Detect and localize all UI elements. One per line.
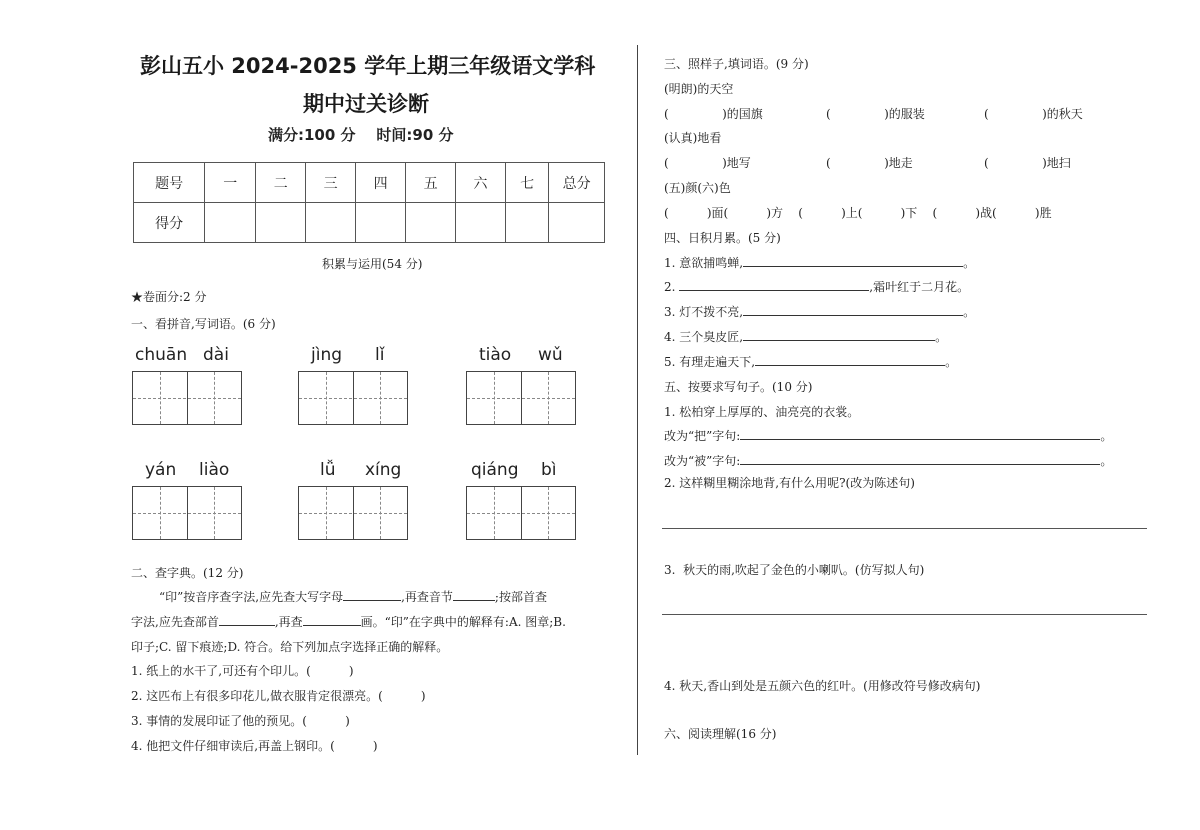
pinyin: dài — [203, 345, 229, 365]
period: 。 — [963, 256, 976, 270]
score-input-cell[interactable] — [306, 203, 356, 243]
q2-text: 字法,应先查部首 — [131, 615, 219, 629]
score-cell: 五 — [406, 163, 456, 203]
pinyin: yán — [145, 460, 177, 480]
score-input-cell[interactable] — [356, 203, 406, 243]
tianzige-box[interactable] — [132, 371, 242, 425]
q2-paragraph-line — [159, 588, 547, 605]
q2-paragraph-line: 印子;C. 留下痕迹;D. 符合。给下列加点字选择正确的解释。 — [131, 640, 449, 654]
q3-item: ( )地扫 — [984, 156, 1071, 170]
score-cell: 六 — [456, 163, 506, 203]
q3-item: ( )面( )方 ( )上( )下 ( )战( )胜 — [664, 206, 1052, 220]
q3-item: ( )地走 — [826, 156, 913, 170]
score-input-cell[interactable] — [549, 203, 605, 243]
score-cell: 七 — [506, 163, 549, 203]
q2-text: “印”按音序查字法,应先查大写字母 — [159, 590, 344, 604]
q4-item — [664, 303, 975, 320]
answer-line[interactable] — [662, 528, 1147, 529]
period: 。 — [945, 355, 958, 369]
q3-example: (五)颜(六)色 — [664, 181, 731, 195]
score-cell: 题号 — [134, 163, 205, 203]
column-divider — [637, 45, 638, 755]
score-input-cell[interactable] — [205, 203, 256, 243]
q3-item: ( )的秋天 — [984, 107, 1083, 121]
neatness-note: ★卷面分:2 分 — [131, 290, 207, 304]
score-input-cell[interactable] — [456, 203, 506, 243]
pinyin: xíng — [365, 460, 402, 480]
blank[interactable] — [743, 328, 935, 341]
q4-item — [664, 328, 947, 345]
pinyin: jìng — [311, 345, 343, 365]
tianzige-box[interactable] — [132, 486, 242, 540]
score-cell: 三 — [306, 163, 356, 203]
tianzige-box[interactable] — [466, 486, 576, 540]
pinyin: wǔ — [538, 345, 563, 365]
blank[interactable] — [755, 353, 945, 366]
q2-item: 4. 他把文件仔细审读后,再盖上钢印。( ) — [131, 739, 378, 753]
q4-text: 1. 意欲捕鸣蝉, — [664, 256, 744, 270]
pinyin: chuān — [135, 345, 188, 365]
blank[interactable] — [740, 452, 1100, 465]
q3-example: (认真)地看 — [664, 131, 722, 145]
q3-item: ( )的服装 — [826, 107, 925, 121]
part-heading: 积累与运用(54 分) — [322, 257, 423, 271]
blank[interactable] — [219, 613, 275, 626]
score-cell: 四 — [356, 163, 406, 203]
q2-title: 二、查字典。(12 分) — [131, 566, 244, 580]
pinyin: qiáng — [471, 460, 519, 480]
q2-text: ,再查 — [274, 615, 303, 629]
exam-subtitle: 期中过关诊断 — [303, 92, 429, 116]
q2-text: ,再查音节 — [401, 590, 453, 604]
score-cell: 二 — [256, 163, 306, 203]
q5-sentence: 1. 松柏穿上厚厚的、油亮亮的衣裳。 — [664, 405, 860, 419]
q4-item — [664, 353, 957, 370]
q2-text: ;按部首查 — [494, 590, 547, 604]
q5-text: 改为“被”字句: — [664, 454, 741, 468]
q4-item — [664, 254, 975, 271]
q2-text: 画。“印”在字典中的解释有:A. 图章;B. — [360, 615, 566, 629]
period: 。 — [1100, 429, 1113, 443]
q3-title: 三、照样子,填词语。(9 分) — [664, 57, 809, 71]
score-table — [133, 162, 605, 243]
score-input-cell[interactable] — [406, 203, 456, 243]
q4-item — [664, 278, 969, 295]
pinyin: tiào — [479, 345, 512, 365]
pinyin: lǚ — [320, 460, 336, 480]
answer-line[interactable] — [662, 614, 1147, 615]
blank[interactable] — [343, 588, 401, 601]
q1-title: 一、看拼音,写词语。(6 分) — [131, 317, 276, 331]
q3-item: ( )的国旗 — [664, 107, 763, 121]
tianzige-box[interactable] — [298, 486, 408, 540]
q3-example: (明朗)的天空 — [664, 82, 734, 96]
q5-title: 五、按要求写句子。(10 分) — [664, 380, 813, 394]
q4-title: 四、日积月累。(5 分) — [664, 231, 781, 245]
period: 。 — [935, 330, 948, 344]
period: 。 — [963, 305, 976, 319]
blank[interactable] — [303, 613, 361, 626]
score-cell: 得分 — [134, 203, 205, 243]
score-input-cell[interactable] — [506, 203, 549, 243]
blank[interactable] — [453, 588, 495, 601]
tianzige-box[interactable] — [298, 371, 408, 425]
score-cell: 一 — [205, 163, 256, 203]
q4-text: 3. 灯不拨不亮, — [664, 305, 744, 319]
pinyin: liào — [199, 460, 230, 480]
q5-text: 改为“把”字句: — [664, 429, 741, 443]
score-cell: 总分 — [549, 163, 605, 203]
q2-item: 1. 纸上的水干了,可还有个印儿。( ) — [131, 664, 354, 678]
exam-title: 彭山五小 2024-2025 学年上期三年级语文学科 — [140, 54, 596, 78]
q5-sentence: 4. 秋天,香山到处是五颜六色的红叶。(用修改符号修改病句) — [664, 679, 981, 693]
q2-paragraph-line — [131, 613, 566, 630]
score-time: 满分:100 分 时间:90 分 — [268, 126, 454, 144]
blank[interactable] — [679, 278, 869, 291]
blank[interactable] — [740, 427, 1100, 440]
q2-item: 3. 事情的发展印证了他的预见。( ) — [131, 714, 350, 728]
blank[interactable] — [743, 303, 963, 316]
pinyin: lǐ — [375, 345, 385, 365]
blank[interactable] — [743, 254, 963, 267]
period: 。 — [1100, 454, 1113, 468]
pinyin: bì — [541, 460, 557, 480]
q4-text: 2. — [664, 280, 680, 294]
score-input-cell[interactable] — [256, 203, 306, 243]
q5-sentence: 2. 这样糊里糊涂地背,有什么用呢?(改为陈述句) — [664, 476, 915, 490]
q2-item: 2. 这匹布上有很多印花儿,做衣服肯定很漂亮。( ) — [131, 689, 426, 703]
tianzige-box[interactable] — [466, 371, 576, 425]
q6-title: 六、阅读理解(16 分) — [664, 727, 777, 741]
q3-item: ( )地写 — [664, 156, 751, 170]
q4-text: 4. 三个臭皮匠, — [664, 330, 744, 344]
q5-item — [664, 452, 1112, 469]
q4-text: ,霜叶红于二月花。 — [869, 280, 970, 294]
q5-item — [664, 427, 1112, 444]
q4-text: 5. 有理走遍天下, — [664, 355, 756, 369]
q5-sentence: 3. 秋天的雨,吹起了金色的小喇叭。(仿写拟人句) — [664, 563, 925, 577]
